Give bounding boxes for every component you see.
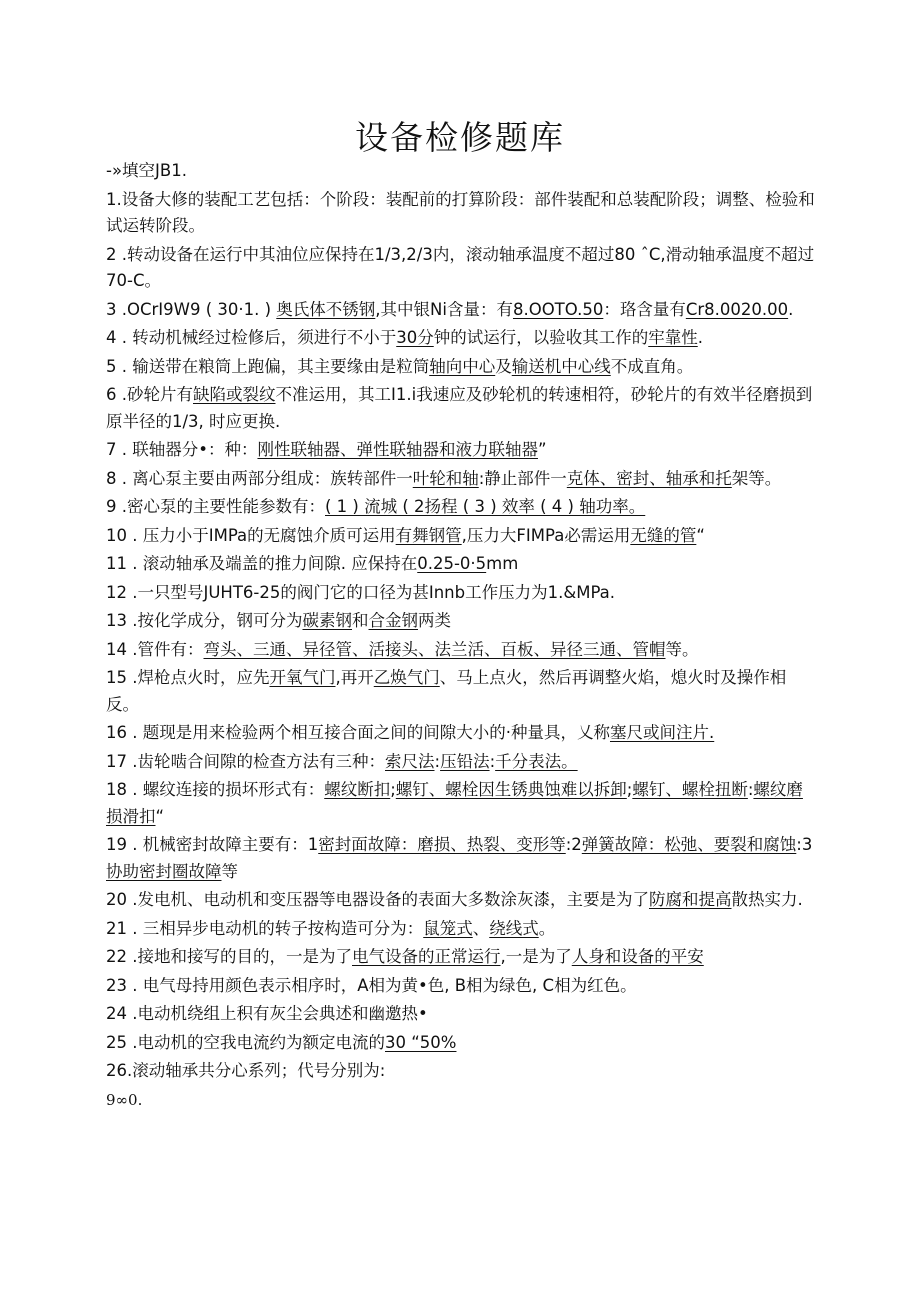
- question-text: ,再开: [335, 668, 374, 687]
- question-item: [106, 944, 818, 971]
- answer-text: 缺陷或裂纹: [193, 385, 276, 404]
- question-text: ：珞含量有: [603, 299, 686, 319]
- question-text: :3: [796, 835, 813, 854]
- answer-text: 有舞钢管: [395, 525, 462, 545]
- question-text: 不成直角。: [610, 356, 694, 376]
- question-item: [106, 887, 818, 914]
- question-item: [106, 580, 818, 607]
- question-text: 、马上点火，然后再调整火焰，熄火时及操作相反。: [106, 668, 787, 714]
- question-text: 、: [472, 918, 490, 938]
- answer-text: 千分表法。: [495, 751, 578, 771]
- question-item: [106, 494, 818, 521]
- answer-text: 弯头、三通、异径管、活接头、法兰活、百板、异径三通、管帽: [203, 639, 666, 659]
- question-text: ;: [390, 780, 396, 799]
- answer-text: 电气设备的正常运行: [352, 947, 501, 966]
- question-text: 2 .转动设备在运行中其油位应保持在1/3,2/3内，滚动轴承温度不超过80 ˆC,滑动轴承温度不超过70-C。: [106, 244, 815, 290]
- question-item: [106, 720, 818, 747]
- answer-text: 无缝的管: [630, 525, 697, 545]
- question-text: 20 .发电机、电动机和变压器等电器设备的表面大多数涂灰漆，主要是为了: [106, 890, 649, 909]
- question-text: 两类: [418, 611, 451, 630]
- question-text: :: [747, 780, 754, 799]
- question-text: 钟的试运行，以验收其工作的: [433, 328, 649, 347]
- answer-text: 绕线式: [489, 918, 539, 938]
- answer-text: ( 1 ) 流城 ( 2扬程 ( 3 ) 效率 ( 4 ) 轴功率。: [325, 497, 646, 516]
- answer-text: 弹簧故障：松弛、要裂和腐蚀: [581, 835, 797, 854]
- question-text: 及: [495, 356, 512, 376]
- answer-text: 输送机中心线: [511, 356, 611, 376]
- question-text: 9 .密心泵的主要性能参数有：: [106, 497, 325, 516]
- question-list: [106, 158, 818, 1113]
- question-text: 18 . 螺纹连接的损坏形式有：: [106, 780, 325, 799]
- question-item: [106, 382, 818, 435]
- answer-text: 牢靠性: [648, 328, 698, 347]
- question-text: 16 . 题现是用来检验两个相互接合面之间的间隙大小的·种量具，乂称: [106, 723, 610, 742]
- answer-text: 30分: [396, 328, 434, 347]
- question-text: 等: [221, 861, 238, 881]
- question-text: 21 . 三相异步电动机的转子按构造可分为：: [106, 918, 424, 938]
- answer-text: 螺钉、螺栓扭断: [632, 780, 748, 799]
- answer-text: 乙焕气门: [373, 668, 440, 687]
- answer-text: 碳素钢: [302, 611, 352, 630]
- question-text: 散热实力.: [731, 890, 803, 909]
- answer-text: 0.25-0·5: [417, 554, 487, 573]
- answer-text: 30 “50%: [385, 1032, 457, 1052]
- question-text: 。: [538, 918, 556, 938]
- question-item: [106, 973, 818, 1000]
- question-item: [106, 1058, 818, 1085]
- answer-text: 开氧气门: [269, 668, 336, 687]
- answer-text: 刚性联轴器、弹性联轴器和液力联轴器: [257, 440, 538, 459]
- question-text: 17 .齿轮啮合间隙的检查方法有三种：: [106, 751, 385, 771]
- answer-text: 防腐和提高: [649, 890, 732, 909]
- question-text: 14 .管件有：: [106, 639, 204, 659]
- question-item: [106, 665, 818, 718]
- question-text: 6 .砂轮片有: [106, 385, 193, 404]
- question-text: 等。: [665, 639, 699, 659]
- question-text: ”: [537, 440, 547, 459]
- answer-text: 密封面故障：磨损、热裂、变形等: [318, 835, 566, 854]
- answer-text: 塞尺或间注片.: [609, 723, 715, 742]
- question-item: [106, 551, 818, 578]
- answer-text: 8.OOTO.50: [512, 299, 604, 319]
- question-text: 13 .按化学成分，钢可分为: [106, 611, 303, 630]
- question-text: .: [697, 328, 703, 347]
- question-item: [106, 297, 818, 324]
- question-text: 15 .焊枪点火时，应先: [106, 668, 270, 687]
- question-item: [106, 325, 818, 352]
- question-text: 25 .电动机的空我电流约为额定电流的: [106, 1032, 385, 1052]
- page-title: 设备检修题库: [355, 118, 565, 157]
- question-item: [106, 523, 818, 550]
- question-item: [106, 242, 818, 295]
- answer-text: 人身和设备的平安: [571, 947, 704, 966]
- question-text: .: [788, 299, 794, 319]
- question-item: [106, 832, 818, 885]
- question-text: :2: [565, 835, 582, 854]
- question-text: 24 .电动机绕组上积有灰尘会典述和幽邀热•: [106, 1004, 428, 1023]
- question-item: [106, 749, 818, 776]
- question-text: “: [696, 525, 705, 545]
- answer-text: 索尺法: [385, 751, 435, 771]
- question-text: mm: [486, 554, 519, 573]
- question-text: 不准运用，其工I1.i我速应及砂轮机的转速相符，砂轮片的有效半径磨损到原半径的1/3, 时应更换.: [106, 385, 813, 431]
- question-item: [106, 437, 818, 464]
- question-text: 5 . 输送带在粮筒上跑偏，其主要缘由是粒筒: [106, 356, 430, 376]
- question-item: [106, 777, 818, 830]
- question-text: “: [155, 806, 165, 826]
- question-text: 架等。: [731, 468, 782, 488]
- question-text: ,压力大FIMPa必需运用: [461, 525, 631, 545]
- question-text: :: [489, 751, 496, 771]
- question-text: 和: [352, 611, 369, 630]
- question-item: [106, 637, 818, 664]
- question-text: :静止部件一: [478, 468, 567, 488]
- question-item: [106, 187, 818, 240]
- question-text: 4 . 转动机械经过检修后，须进行不小于: [106, 328, 397, 347]
- answer-text: 奥氏体不锈钢: [276, 299, 376, 319]
- question-item: [106, 1001, 818, 1028]
- trailing-text: 9∞0.: [106, 1090, 143, 1109]
- section-heading: -»填空JB1.: [106, 161, 187, 180]
- question-text: 12 .一只型号JUHT6-25的阀门它的口径为甚Innb工作压力为1.&MPa.: [106, 582, 616, 602]
- answer-text: 轴向中心: [429, 356, 496, 376]
- question-item: [106, 916, 818, 943]
- question-text: 22 .接地和接写的目的，一是为了: [106, 947, 352, 966]
- question-text: ,一是为了: [500, 947, 572, 966]
- question-text: :: [434, 751, 441, 771]
- answer-text: 鼠笼式: [423, 918, 473, 938]
- question-item: [106, 1030, 818, 1057]
- question-item: [106, 466, 818, 493]
- answer-text: Cr8.0020.00: [685, 299, 789, 319]
- question-text: 11 . 滚动轴承及端盖的推力间隙. 应保持在: [106, 554, 418, 573]
- answer-text: 叶轮和轴: [412, 468, 479, 488]
- answer-text: 压铅法: [440, 751, 490, 771]
- question-text: 1.设备大修的装配工艺包括：个阶段：装配前的打算阶段：部件装配和总装配阶段；调整、检验和试运转阶段。: [106, 189, 815, 235]
- question-text: 8 . 离心泵主要由两部分组成：族转部件一: [106, 468, 413, 488]
- question-text: ,其中银Ni含量：有: [375, 299, 513, 319]
- question-text: 19 . 机械密封故障主要有：1: [106, 835, 319, 854]
- question-text: 3 .OCrI9W9 ( 30·1. ): [106, 299, 277, 319]
- answer-text: 合金钢: [368, 611, 418, 630]
- question-text: 7 . 联轴器分•：种：: [106, 440, 258, 459]
- question-item: [106, 354, 818, 381]
- answer-text: 螺钉、螺栓因生锈典蚀难以拆卸: [395, 780, 627, 799]
- question-item: [106, 608, 818, 635]
- question-text: 10 . 压力小于IMPa的无腐蚀介质可运用: [106, 525, 396, 545]
- answer-text: 螺纹磨损滑扣: [106, 780, 803, 826]
- answer-text: 克体、密封、轴承和托: [566, 468, 732, 488]
- question-text: ;: [626, 780, 633, 799]
- answer-text: 协助密封圈故障: [106, 861, 222, 881]
- question-text: 26.滚动轴承共分心系列；代号分别为:: [106, 1061, 386, 1080]
- question-text: 23 . 电气母持用颜色表示相序时，A相为黄•色, B相为绿色, C相为红色。: [106, 975, 637, 995]
- answer-text: 螺纹断扣: [324, 780, 391, 799]
